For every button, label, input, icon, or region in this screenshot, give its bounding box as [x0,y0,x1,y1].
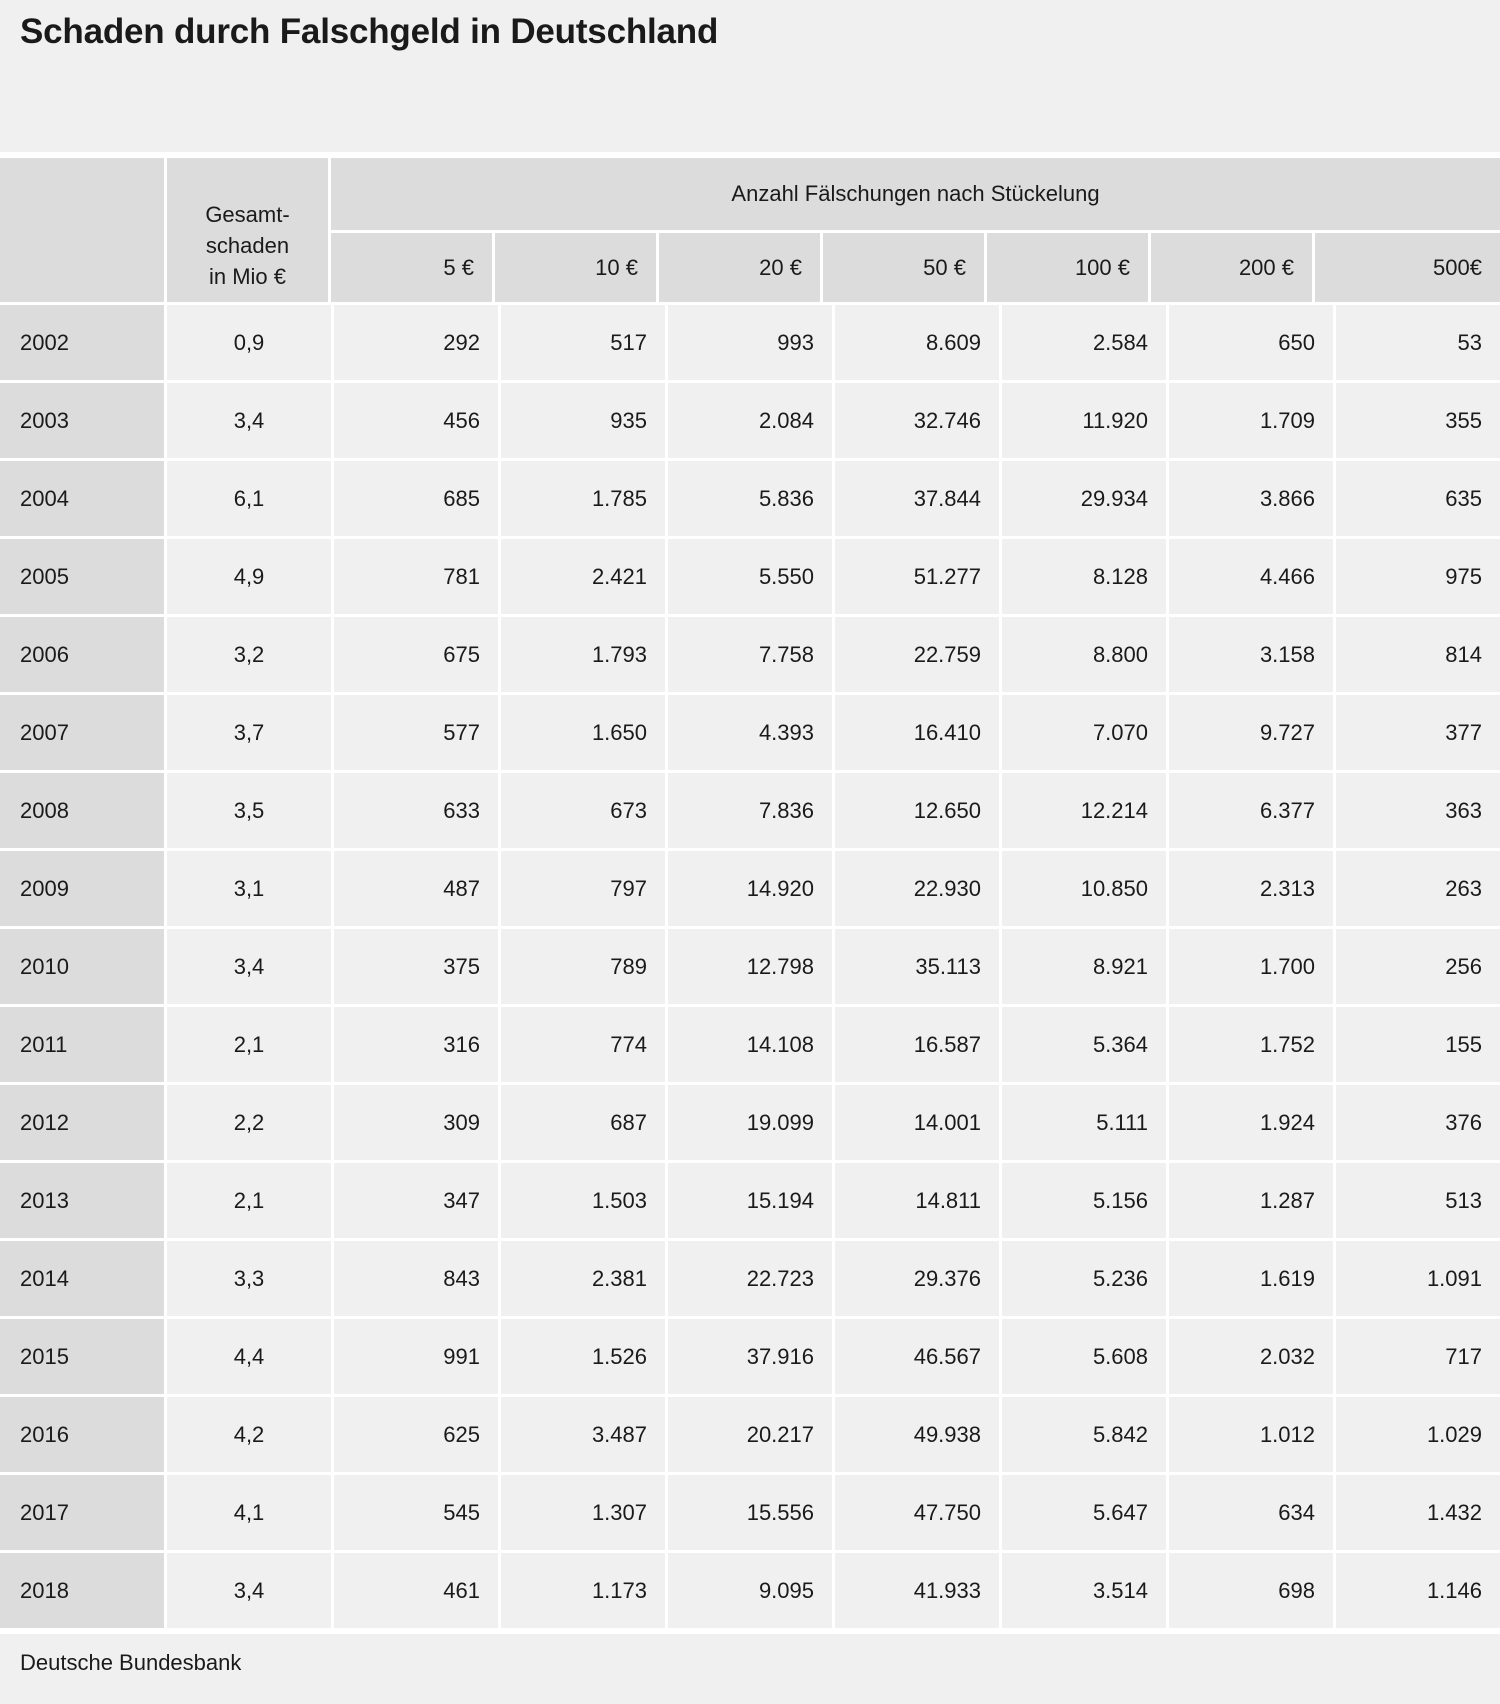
count-cell: 5.608 [1002,1319,1169,1394]
count-cell: 625 [334,1397,501,1472]
count-cell: 1.924 [1169,1085,1336,1160]
year-cell: 2015 [0,1319,167,1394]
count-cell: 975 [1336,539,1500,614]
damage-header-line: schaden [205,233,290,258]
count-cell: 1.752 [1169,1007,1336,1082]
denomination-header-area [331,158,1500,302]
denomination-header-cell: 200 € [1151,233,1315,302]
count-cell: 1.012 [1169,1397,1336,1472]
count-cell: 4.393 [668,695,835,770]
table-row [0,773,1500,851]
count-cell: 377 [1336,695,1500,770]
count-cell: 256 [1336,929,1500,1004]
count-cell: 8.800 [1002,617,1169,692]
count-cell: 10.850 [1002,851,1169,926]
count-cell: 347 [334,1163,501,1238]
count-cell: 53 [1336,305,1500,380]
count-cell: 1.526 [501,1319,668,1394]
denomination-header-cell: 500€ [1315,233,1500,302]
damage-cell: 3,7 [167,695,334,770]
year-cell: 2005 [0,539,167,614]
count-cell: 5.364 [1002,1007,1169,1082]
count-cell: 814 [1336,617,1500,692]
count-cell: 687 [501,1085,668,1160]
count-cell: 4.466 [1169,539,1336,614]
count-cell: 1.793 [501,617,668,692]
year-cell: 2012 [0,1085,167,1160]
damage-cell: 0,9 [167,305,334,380]
year-cell: 2008 [0,773,167,848]
count-cell: 1.173 [501,1553,668,1628]
count-cell: 22.723 [668,1241,835,1316]
table-body [0,305,1500,1628]
chart-title: Schaden durch Falschgeld in Deutschland [20,12,719,51]
count-cell: 376 [1336,1085,1500,1160]
count-cell: 577 [334,695,501,770]
year-cell: 2009 [0,851,167,926]
count-cell: 461 [334,1553,501,1628]
count-cell: 14.811 [835,1163,1002,1238]
count-cell: 22.759 [835,617,1002,692]
table-row [0,695,1500,773]
count-cell: 8.609 [835,305,1002,380]
year-cell: 2010 [0,929,167,1004]
table-row [0,1397,1500,1475]
count-cell: 37.916 [668,1319,835,1394]
table-row [0,1163,1500,1241]
count-cell: 1.619 [1169,1241,1336,1316]
count-cell: 37.844 [835,461,1002,536]
count-cell: 993 [668,305,835,380]
count-cell: 375 [334,929,501,1004]
count-cell: 15.556 [668,1475,835,1550]
damage-cell: 4,1 [167,1475,334,1550]
table-row [0,1553,1500,1628]
count-cell: 2.584 [1002,305,1169,380]
count-cell: 5.550 [668,539,835,614]
denomination-header-cell: 50 € [823,233,987,302]
count-cell: 717 [1336,1319,1500,1394]
counterfeit-table [0,152,1500,1634]
table-row [0,383,1500,461]
count-cell: 1.287 [1169,1163,1336,1238]
damage-cell: 3,5 [167,773,334,848]
count-cell: 20.217 [668,1397,835,1472]
denomination-group-header: Anzahl Fälschungen nach Stückelung [331,158,1500,233]
year-cell: 2017 [0,1475,167,1550]
count-cell: 1.709 [1169,383,1336,458]
count-cell: 7.758 [668,617,835,692]
count-cell: 32.746 [835,383,1002,458]
damage-cell: 2,2 [167,1085,334,1160]
denomination-header-cell: 5 € [331,233,495,302]
table-row [0,617,1500,695]
table-row [0,539,1500,617]
count-cell: 991 [334,1319,501,1394]
damage-cell: 4,9 [167,539,334,614]
damage-cell: 4,4 [167,1319,334,1394]
count-cell: 46.567 [835,1319,1002,1394]
count-cell: 12.214 [1002,773,1169,848]
count-cell: 11.920 [1002,383,1169,458]
year-cell: 2003 [0,383,167,458]
year-cell: 2002 [0,305,167,380]
count-cell: 292 [334,305,501,380]
count-cell: 513 [1336,1163,1500,1238]
count-cell: 14.108 [668,1007,835,1082]
count-cell: 9.095 [668,1553,835,1628]
count-cell: 1.700 [1169,929,1336,1004]
count-cell: 685 [334,461,501,536]
count-cell: 155 [1336,1007,1500,1082]
count-cell: 22.930 [835,851,1002,926]
count-cell: 517 [501,305,668,380]
count-cell: 698 [1169,1553,1336,1628]
count-cell: 8.921 [1002,929,1169,1004]
count-cell: 7.836 [668,773,835,848]
year-header-cell [0,158,167,302]
damage-cell: 3,1 [167,851,334,926]
count-cell: 1.029 [1336,1397,1500,1472]
count-cell: 5.647 [1002,1475,1169,1550]
year-cell: 2014 [0,1241,167,1316]
damage-cell: 4,2 [167,1397,334,1472]
table-row [0,851,1500,929]
count-cell: 6.377 [1169,773,1336,848]
count-cell: 263 [1336,851,1500,926]
year-cell: 2018 [0,1553,167,1628]
count-cell: 487 [334,851,501,926]
count-cell: 41.933 [835,1553,1002,1628]
count-cell: 29.934 [1002,461,1169,536]
count-cell: 47.750 [835,1475,1002,1550]
damage-header-line: Gesamt- [205,202,290,227]
count-cell: 675 [334,617,501,692]
count-cell: 363 [1336,773,1500,848]
count-cell: 1.503 [501,1163,668,1238]
table-row [0,1085,1500,1163]
source-note: Deutsche Bundesbank [20,1650,242,1675]
denomination-header-cell: 100 € [987,233,1151,302]
count-cell: 789 [501,929,668,1004]
table-header [0,158,1500,305]
count-cell: 29.376 [835,1241,1002,1316]
damage-cell: 2,1 [167,1007,334,1082]
count-cell: 51.277 [835,539,1002,614]
year-cell: 2013 [0,1163,167,1238]
count-cell: 49.938 [835,1397,1002,1472]
denomination-header-row [331,233,1500,302]
damage-cell: 6,1 [167,461,334,536]
count-cell: 14.001 [835,1085,1002,1160]
count-cell: 633 [334,773,501,848]
count-cell: 12.798 [668,929,835,1004]
table-row [0,461,1500,539]
count-cell: 9.727 [1169,695,1336,770]
count-cell: 843 [334,1241,501,1316]
count-cell: 2.032 [1169,1319,1336,1394]
count-cell: 309 [334,1085,501,1160]
count-cell: 35.113 [835,929,1002,1004]
denomination-header-cell: 10 € [495,233,659,302]
year-cell: 2016 [0,1397,167,1472]
count-cell: 781 [334,539,501,614]
count-cell: 634 [1169,1475,1336,1550]
count-cell: 316 [334,1007,501,1082]
count-cell: 2.421 [501,539,668,614]
count-cell: 774 [501,1007,668,1082]
count-cell: 3.866 [1169,461,1336,536]
year-cell: 2006 [0,617,167,692]
count-cell: 797 [501,851,668,926]
count-cell: 5.236 [1002,1241,1169,1316]
count-cell: 1.785 [501,461,668,536]
count-cell: 2.381 [501,1241,668,1316]
table-row [0,1241,1500,1319]
count-cell: 355 [1336,383,1500,458]
damage-cell: 3,3 [167,1241,334,1316]
count-cell: 5.156 [1002,1163,1169,1238]
damage-cell: 2,1 [167,1163,334,1238]
damage-cell: 3,4 [167,1553,334,1628]
count-cell: 1.146 [1336,1553,1500,1628]
count-cell: 5.111 [1002,1085,1169,1160]
count-cell: 1.091 [1336,1241,1500,1316]
count-cell: 8.128 [1002,539,1169,614]
count-cell: 14.920 [668,851,835,926]
year-cell: 2004 [0,461,167,536]
table-row [0,929,1500,1007]
table-row [0,1475,1500,1553]
count-cell: 673 [501,773,668,848]
count-cell: 15.194 [668,1163,835,1238]
count-cell: 5.842 [1002,1397,1169,1472]
count-cell: 16.410 [835,695,1002,770]
damage-header-line: in Mio € [208,264,287,289]
count-cell: 635 [1336,461,1500,536]
count-cell: 1.307 [501,1475,668,1550]
table-row [0,1319,1500,1397]
count-cell: 5.836 [668,461,835,536]
denomination-header-cell: 20 € [659,233,823,302]
count-cell: 19.099 [668,1085,835,1160]
count-cell: 3.158 [1169,617,1336,692]
table-row [0,1007,1500,1085]
count-cell: 7.070 [1002,695,1169,770]
count-cell: 3.514 [1002,1553,1169,1628]
count-cell: 1.432 [1336,1475,1500,1550]
damage-cell: 3,4 [167,383,334,458]
count-cell: 16.587 [835,1007,1002,1082]
count-cell: 456 [334,383,501,458]
count-cell: 545 [334,1475,501,1550]
count-cell: 935 [501,383,668,458]
count-cell: 12.650 [835,773,1002,848]
table-row [0,305,1500,383]
year-cell: 2011 [0,1007,167,1082]
count-cell: 3.487 [501,1397,668,1472]
count-cell: 1.650 [501,695,668,770]
year-cell: 2007 [0,695,167,770]
count-cell: 650 [1169,305,1336,380]
damage-cell: 3,4 [167,929,334,1004]
damage-cell: 3,2 [167,617,334,692]
count-cell: 2.084 [668,383,835,458]
damage-header-cell [167,158,331,302]
count-cell: 2.313 [1169,851,1336,926]
